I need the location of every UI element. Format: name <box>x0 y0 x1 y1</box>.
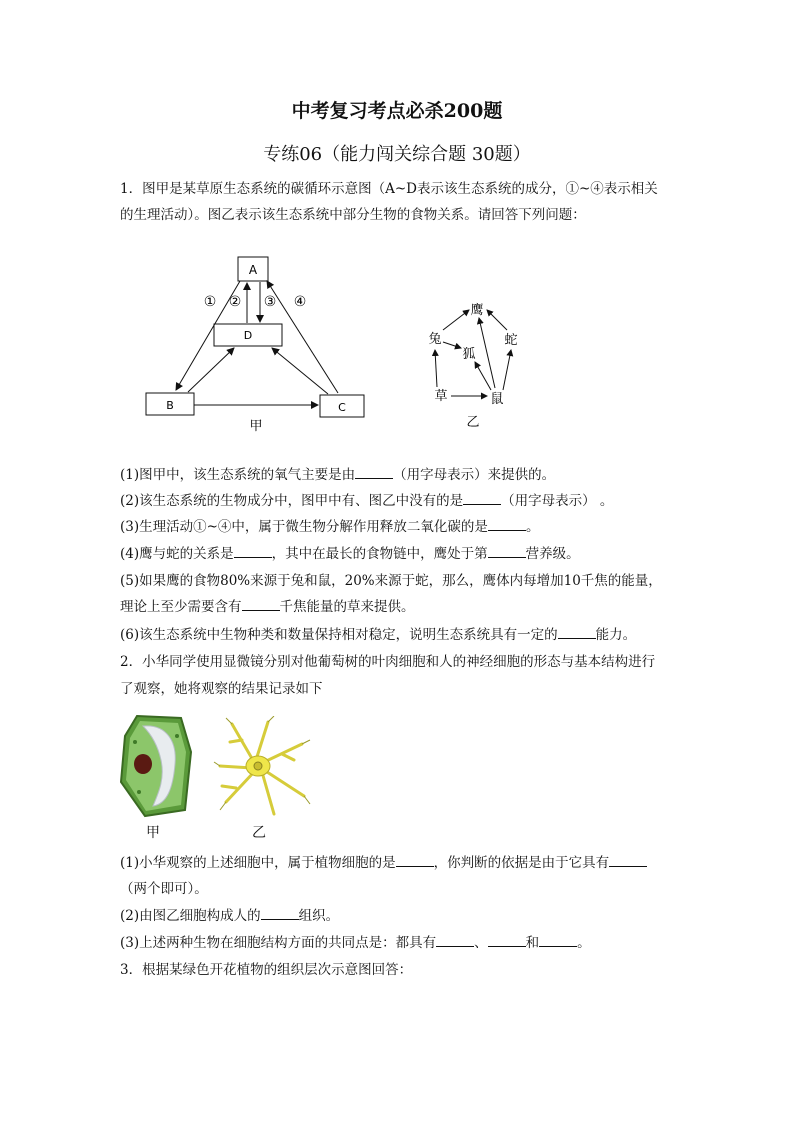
node-c-label: C <box>338 401 346 414</box>
arrow-rabbit-fox <box>443 342 461 348</box>
q2-sub3-text-a: (3)上述两种生物在细胞结构方面的共同点是：都具有 <box>120 935 437 951</box>
arrow-rabbit-eagle <box>443 310 469 330</box>
q2-sub3-blank-1[interactable] <box>436 932 474 947</box>
q2-sub2-text-b: 组织。 <box>298 908 340 924</box>
q2-sub1-text-a: (1)小华观察的上述细胞中，属于植物细胞的是 <box>120 855 396 871</box>
q2-sub3-blank-3[interactable] <box>539 932 577 947</box>
q3-stem: 3．根据某绿色开花植物的组织层次示意图回答： <box>120 962 413 978</box>
q1-sub3-text-a: (3)生理活动①~④中，属于微生物分解作用释放二氧化碳的是 <box>120 519 488 535</box>
q2-sub3-text-b: 、 <box>474 935 488 951</box>
label-4: ④ <box>293 294 307 310</box>
page-subtitle: 专练06（能力闯关综合题 30题） <box>263 144 531 165</box>
q1-sub6-text-a: (6)该生态系统中生物种类和数量保持相对稳定，说明生态系统具有一定的 <box>120 627 558 643</box>
q2-sub3-blank-2[interactable] <box>488 932 526 947</box>
q1-sub4 <box>120 541 680 567</box>
q1-sub5-text-b: 理论上至少需要含有 <box>120 599 242 615</box>
q2-caption-yi: 乙 <box>252 825 266 841</box>
arrow-grass-rabbit <box>435 350 437 387</box>
q2-sub1-blank-2[interactable] <box>609 852 647 867</box>
q1-sub3-text-b: 。 <box>525 519 540 535</box>
label-3: ③ <box>263 294 277 310</box>
q2-sub1-line2: （两个即可）。 <box>120 881 208 897</box>
arrow-snake-eagle <box>487 310 507 330</box>
q1-sub4-text-b: ，其中在最长的食物链中，鹰处于第 <box>271 546 488 562</box>
organism-eagle: 鹰 <box>470 303 484 318</box>
arrow-b-to-d <box>188 348 234 392</box>
q2-sub3-text-d: 。 <box>577 935 591 951</box>
q1-sub5-line1: (5)如果鹰的食物80%来源于兔和鼠，20%来源于蛇，那么，鹰体内每增加10千焦的能量， <box>120 573 662 589</box>
node-a-label: A <box>248 263 258 277</box>
node-b-label: B <box>166 399 174 412</box>
page-title: 中考复习考点必杀200题 <box>291 100 503 122</box>
q1-sub4-text-c: 营养级。 <box>525 546 580 562</box>
diagram-jia-caption: 甲 <box>249 419 263 434</box>
nerve-cell-illustration <box>212 716 312 816</box>
q1-sub3-blank[interactable] <box>488 516 526 531</box>
q1-sub4-blank-2[interactable] <box>488 543 526 558</box>
q1-sub2-blank[interactable] <box>463 490 501 505</box>
node-d-label: D <box>243 329 253 342</box>
q1-sub5-text-c: 千焦能量的草来提供。 <box>279 599 415 615</box>
q2-sub2-blank[interactable] <box>261 905 299 920</box>
q1-sub6-text-b: 能力。 <box>595 627 637 643</box>
label-1: ① <box>203 294 217 310</box>
q2-sub1-line1 <box>120 850 680 876</box>
organism-rabbit: 兔 <box>428 332 442 347</box>
diagram-yi-caption: 乙 <box>466 415 480 430</box>
q1-sub4-text-a: (4)鹰与蛇的关系是 <box>120 546 234 562</box>
q2-stem-line1: 2．小华同学使用显微镜分别对他葡萄树的叶肉细胞和人的神经细胞的形态与基本结构进行 <box>120 654 656 670</box>
q2-sub3 <box>120 930 680 956</box>
arrow-mouse-fox <box>475 362 491 390</box>
organism-mouse: 鼠 <box>490 392 504 407</box>
q2-sub1-blank-1[interactable] <box>396 852 434 867</box>
q1-sub6 <box>120 622 680 648</box>
q1-sub1 <box>120 462 680 488</box>
plant-cell-illustration <box>115 712 195 820</box>
q1-sub1-text-a: (1)图甲中，该生态系统的氧气主要是由 <box>120 467 356 483</box>
q1-sub3 <box>120 514 680 540</box>
q2-stem-line2: 了观察，她将观察的结果记录如下 <box>120 681 323 697</box>
q2-sub2-text-a: (2)由图乙细胞构成人的 <box>120 908 261 924</box>
q1-sub4-blank-1[interactable] <box>234 543 272 558</box>
q1-stem-line2: 的生理活动）。图乙表示该生态系统中部分生物的食物关系。请回答下列问题： <box>120 207 586 223</box>
q2-sub3-text-c: 和 <box>525 935 540 951</box>
organism-fox: 狐 <box>462 347 476 362</box>
organism-snake: 蛇 <box>504 333 518 348</box>
q1-sub1-blank[interactable] <box>355 464 393 479</box>
q2-caption-jia: 甲 <box>146 825 160 841</box>
q1-sub1-text-b: （用字母表示）来提供的。 <box>393 467 556 483</box>
carbon-cycle-diagram <box>140 250 380 440</box>
q1-sub5-blank[interactable] <box>242 596 280 611</box>
arrow-mouse-snake <box>503 350 511 390</box>
q1-sub6-blank[interactable] <box>558 624 596 639</box>
label-2: ② <box>228 294 242 310</box>
organism-grass: 草 <box>434 389 448 404</box>
q1-sub2 <box>120 488 680 514</box>
food-web-diagram <box>415 290 535 435</box>
q1-sub2-text-a: (2)该生态系统的生物成分中，图甲中有、图乙中没有的是 <box>120 493 464 509</box>
q1-sub2-text-b: （用字母表示） 。 <box>501 493 614 509</box>
q1-stem-line1: 1．图甲是某草原生态系统的碳循环示意图（A~D表示该生态系统的成分，①~④表示相关 <box>120 181 658 197</box>
q1-sub5-line2 <box>120 594 680 620</box>
arrow-mouse-eagle <box>479 318 495 388</box>
q2-sub1-text-b: ，你判断的依据是由于它具有 <box>433 855 610 871</box>
arrow-c-to-d <box>272 348 328 394</box>
q2-sub2 <box>120 903 680 929</box>
